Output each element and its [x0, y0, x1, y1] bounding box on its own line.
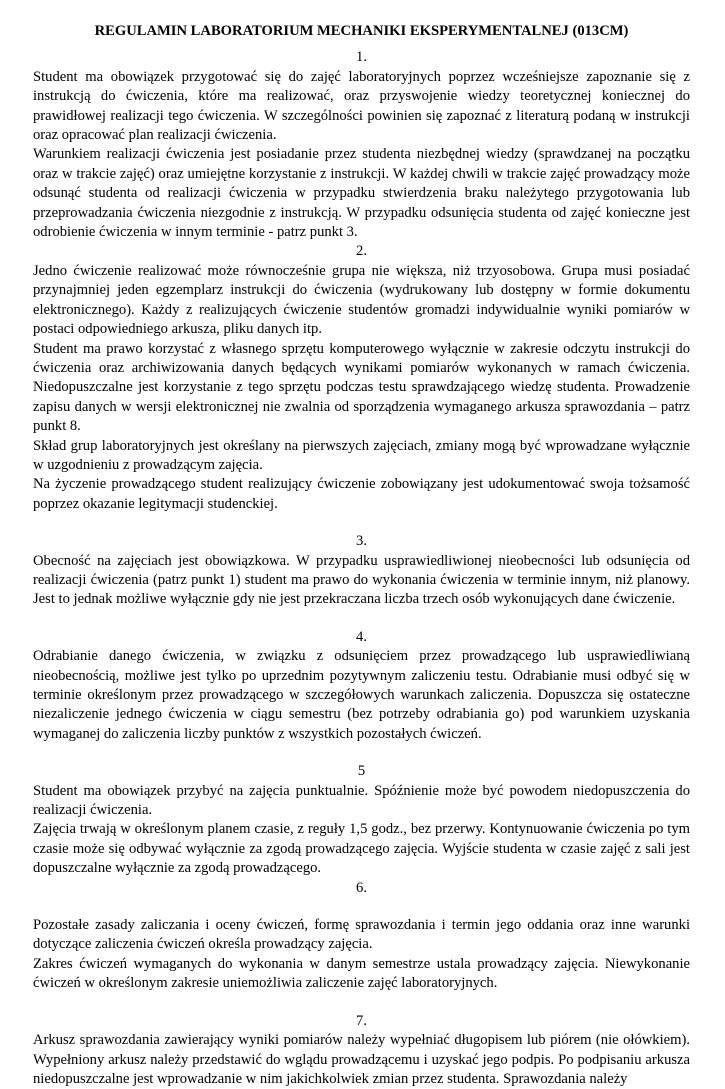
paragraph: Pozostałe zasady zaliczania i oceny ćwiczeń, formę sprawozdania i termin jego oddania oraz inne warunki dotyczące zaliczenia ćwiczeń określa prowadzący zajęcia.: [33, 917, 690, 953]
section-number: 3.: [356, 533, 367, 550]
paragraph: Na życzenie prowadzącego student realizujący ćwiczenie zobowiązany jest udokumentować swoja tożsamość poprzez okazanie legitymacji studenckiej.: [33, 476, 690, 512]
paragraph: Obecność na zajęciach jest obowiązkowa. W przypadku usprawiedliwionej nieobecności lub odsunięcia od realizacji ćwiczenia (patrz punkt 1) student ma prawo do wykonania ćwiczenia w terminie innym, niż planowy. Jest to jednak możliwe wyłącznie gdy nie jest przekraczana liczba trzech osób wykonujących dane ćwiczenie.: [33, 552, 690, 608]
section-number: 4.: [356, 628, 367, 645]
section-number: 1.: [356, 49, 367, 66]
paragraph: Zajęcia trwają w określonym planem czasie, z reguły 1,5 godz., bez przerwy. Kontynuowanie ćwiczenia po tym czasie może się odbywać wyłącznie za zgodą prowadzącego zajęcia. Wyjście studenta w czasie zajęć z sali jest dopuszczalne wyłącznie za zgodą prowadzącego.: [33, 821, 690, 877]
paragraph: Warunkiem realizacji ćwiczenia jest posiadanie przez studenta niezbędnej wiedzy (sprawdzanej na początku oraz w trakcie zajęć) oraz umiejętne korzystanie z instrukcji. W każdej chwili w trakcie zajęć prowadzący może odsunąć studenta od realizacji ćwiczenia w przypadku stwierdzenia braku należytego przygotowania lub przeprowadzania ćwiczenia niezgodnie z instrukcją. W przypadku odsunięcia studenta od zajęć konieczne jest odrobienie ćwiczenia w innym terminie - patrz punkt 3.: [33, 146, 690, 241]
paragraph: Student ma obowiązek przybyć na zajęcia punktualnie. Spóźnienie może być powodem niedopuszczenia do realizacji ćwiczenia.: [33, 782, 690, 819]
paragraph: Zakres ćwiczeń wymaganych do wykonania w danym semestrze ustala prowadzący zajęcia. Niewykonanie ćwiczeń w określonym zakresie uniemożliwia zaliczenie zajęć laboratoryjnych.: [33, 955, 690, 992]
section-number: 5: [357, 763, 366, 780]
paragraph: Odrabianie danego ćwiczenia, w związku z odsunięciem przez prowadzącego lub usprawiedliwianą nieobecnością, możliwe jest tylko po uprzednim pozytywnym zaliczeniu testu. Odrabianie musi odbyć się w terminie określonym przez prowadzącego w szczegółowych warunkach zaliczenia. Dopuszcza się ostateczne niezaliczenie jednego ćwiczenia w ciągu semestru (bez potrzeby odrabiania go) pod warunkiem uzyskania wymaganej do zaliczenia liczby punktów z wszystkich pozostałych ćwiczeń.: [33, 648, 690, 742]
paragraph: Arkusz sprawozdania zawierający wyniki pomiarów należy wypełniać długopisem lub piórem (nie ołówkiem). Wypełniony arkusz należy przedstawić do wglądu prowadzącemu i uzyskać jego podpis. Po podpisaniu arkusza niedopuszczalne jest wprowadzanie w nim jakichkolwiek zmian przez studenta. Sprawozdania należy: [33, 1032, 690, 1087]
paragraph: Jedno ćwiczenie realizować może równocześnie grupa nie większa, niż trzyosobowa. Grupa musi posiadać przynajmniej jeden egzemplarz instrukcji do ćwiczenia (wydrukowany lub dostępny w formie dokumentu elektronicznego). Każdy z realizujących ćwiczenie studentów gromadzi indywidualnie wyniki pomiarów w postaci odpowiedniego arkusza, pliku danych itp.: [33, 262, 690, 338]
paragraph: Student ma obowiązek przygotować się do zajęć laboratoryjnych poprzez wcześniejsze zapoznanie się z instrukcją do ćwiczenia, które ma realizować, oraz przyswojenie wiedzy teoretycznej koniecznej do prawidłowej realizacji tego ćwiczenia. W szczególności powinien się zapoznać z literaturą podaną w instrukcji oraz opracować plan realizacji ćwiczenia.: [33, 68, 690, 144]
paragraph: Skład grup laboratoryjnych jest określany na pierwszych zajęciach, zmiany mogą być wprowadzane wyłącznie w uzgodnieniu z prowadzącym zajęcia.: [33, 437, 690, 473]
section-number: 7.: [356, 1012, 367, 1029]
section-number: 2.: [356, 243, 367, 260]
document-title: REGULAMIN LABORATORIUM MECHANIKI EKSPERYMENTALNEJ (013CM): [94, 23, 629, 39]
section-number: 6.: [356, 879, 367, 896]
paragraph: Student ma prawo korzystać z własnego sprzętu komputerowego wyłącznie w zakresie odczytu instrukcji do ćwiczenia oraz archiwizowania danych będących wynikami pomiarów wykonanych w ramach ćwiczenia. Niedopuszczalne jest korzystanie z tego sprzętu podczas testu sprawdzającego wiedzę studenta. Prowadzenie zapisu danych w wersji elektronicznej nie zwalnia od sporządzenia wymaganego arkusza sprawozdania – patrz punkt 8.: [33, 340, 690, 435]
document-page: [33, 22, 690, 1087]
